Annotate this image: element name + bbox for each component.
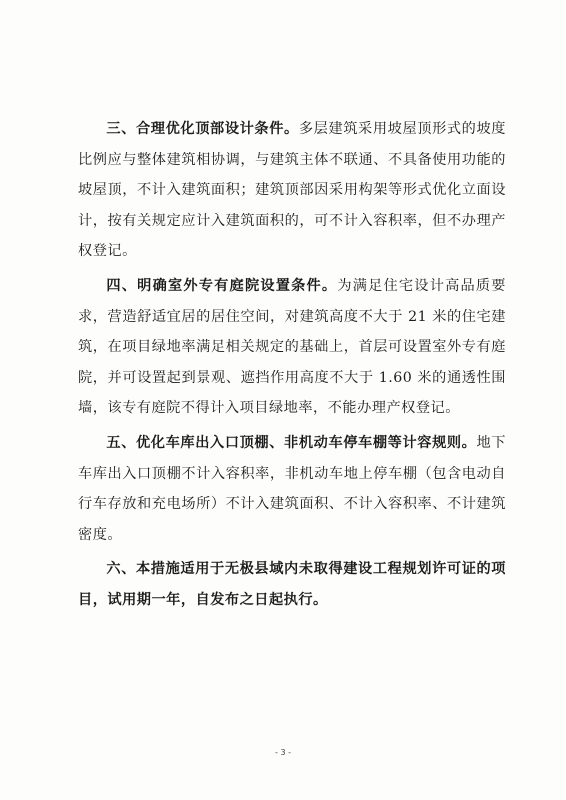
paragraph-heading: 四、明确室外专有庭院设置条件。 xyxy=(106,277,338,294)
paragraph-private-courtyard xyxy=(78,271,506,424)
document-body xyxy=(78,114,506,620)
paragraph-scope-effective-date: 六、本措施适用于无极县域内未取得建设工程规划许可证的项目，试用期一年，自发布之日起执行。 xyxy=(78,561,506,608)
paragraph-text: 为满足住宅设计高品质要求，营造舒适宜居的居住空间，对建筑高度不大于 21 米的住宅建筑，在项目绿地率满足相关规定的基础上，首层可设置室外专有庭院，并可设置起到景观、遮挡作用高度不大于 1.60 米的通透性围墙，该专有庭院不得计入项目绿地率，不能办理产权登记。 xyxy=(78,277,506,417)
paragraph-text: 多层建筑采用坡屋顶形式的坡度比例应与整体建筑相协调，与建筑主体不联通、不具备使用功能的坡屋顶，不计入建筑面积；建筑顶部因采用构架等形式优化立面设计，按有关规定应计入建筑面积的，可不计入容积率，但不办理产权登记。 xyxy=(78,121,506,260)
paragraph-heading: 五、优化车库出入口顶棚、非机动车停车棚等计容规则。 xyxy=(106,434,477,451)
page-number: - 3 - xyxy=(275,748,291,757)
paragraph-garage-canopy xyxy=(78,428,506,550)
paragraph-roof-design xyxy=(78,114,506,267)
paragraph-text: 地下车库出入口顶棚不计入容积率，非机动车地上停车棚（包含电动自行车存放和充电场所）不计入建筑面积、不计入容积率、不计建筑密度。 xyxy=(78,434,506,543)
paragraph-heading: 三、合理优化顶部设计条件。 xyxy=(106,121,299,137)
